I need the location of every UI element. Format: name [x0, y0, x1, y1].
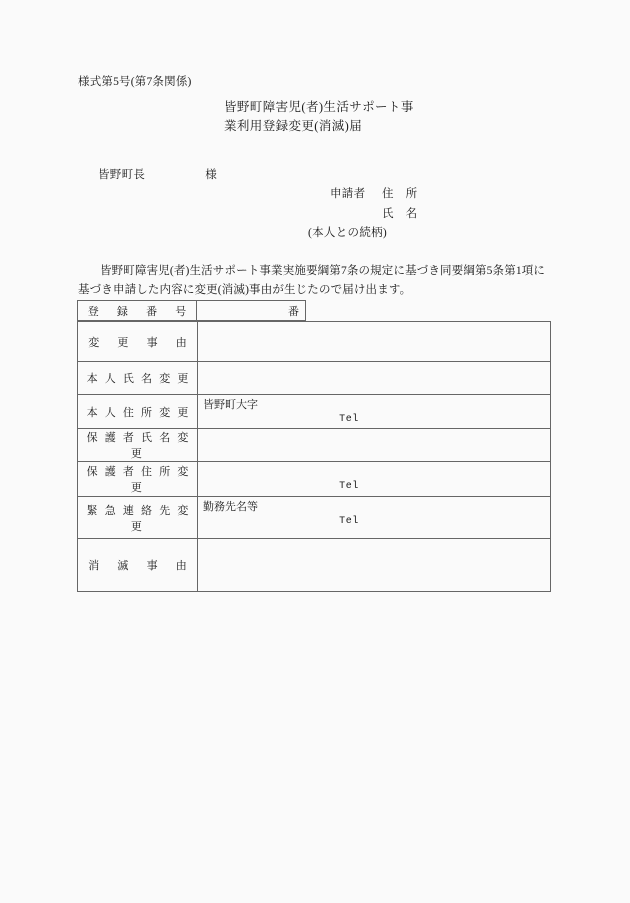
document-title-line1: 皆野町障害児(者)生活サポート事 — [224, 100, 414, 114]
table-row — [78, 429, 551, 462]
row-field[interactable] — [198, 497, 551, 539]
change-details-table-body — [78, 322, 551, 592]
row-field[interactable] — [198, 362, 551, 395]
addressee-recipient: 皆野町長 — [98, 169, 146, 181]
row-label: 変 更 事 由 — [78, 322, 198, 362]
change-details-table — [77, 321, 551, 592]
registration-number-value[interactable] — [197, 301, 305, 320]
row-field[interactable] — [198, 539, 551, 592]
applicant-relation-row — [308, 224, 417, 244]
row-label: 保 護 者 氏 名 変 更 — [78, 429, 198, 462]
applicant-address-label: 住 所 — [382, 188, 418, 200]
row-label: 本 人 住 所 変 更 — [78, 395, 198, 429]
table-row — [78, 362, 551, 395]
addressee-honorific: 様 — [205, 169, 218, 181]
row-label: 消 滅 事 由 — [78, 539, 198, 592]
row-tel-label: Tel — [339, 481, 359, 492]
row-field[interactable] — [198, 462, 551, 497]
registration-number-label: 登 録 番 号 — [78, 301, 197, 320]
row-field[interactable] — [198, 322, 551, 362]
document-title — [224, 98, 414, 136]
table-row — [78, 322, 551, 362]
applicant-name-label: 氏 名 — [382, 207, 418, 220]
applicant-address-row — [330, 185, 417, 205]
document-title-line2: 業利用登録変更(消滅)届 — [224, 119, 363, 133]
registration-number-unit: 番 — [288, 305, 299, 318]
row-label: 保 護 者 住 所 変 更 — [78, 462, 198, 497]
row-tel-label: Tel — [339, 516, 359, 527]
addressee — [98, 166, 217, 182]
row-label: 緊 急 連 絡 先 変 更 — [78, 497, 198, 539]
row-field-value: 皆野町大字 — [203, 399, 258, 411]
applicant-block — [308, 185, 418, 244]
row-field-value: 勤務先名等 — [203, 501, 258, 513]
row-field-value — [203, 465, 550, 479]
registration-number-row — [77, 300, 306, 321]
table-row — [78, 395, 551, 429]
body-paragraph — [78, 262, 556, 299]
form-number: 様式第5号(第7条関係) — [78, 76, 192, 88]
applicant-prefix: 申請者 — [330, 188, 366, 200]
applicant-name-row — [330, 205, 417, 225]
table-row — [78, 497, 551, 539]
row-field-value — [203, 365, 550, 379]
table-row — [78, 539, 551, 592]
row-field-value — [203, 542, 550, 556]
body-paragraph-text: 皆野町障害児(者)生活サポート事業実施要綱第7条の規定に基づき同要綱第5条第1項に基づき申請した内容に変更(消滅)事由が生じたので届け出ます。 — [78, 265, 546, 296]
row-field[interactable] — [198, 395, 551, 429]
row-field-value — [203, 432, 550, 446]
row-label: 本 人 氏 名 変 更 — [78, 362, 198, 395]
applicant-relation-label: (本人との続柄) — [308, 227, 388, 239]
table-row — [78, 462, 551, 497]
row-field-value — [203, 325, 550, 339]
row-tel-label: Tel — [339, 414, 359, 425]
row-field[interactable] — [198, 429, 551, 462]
